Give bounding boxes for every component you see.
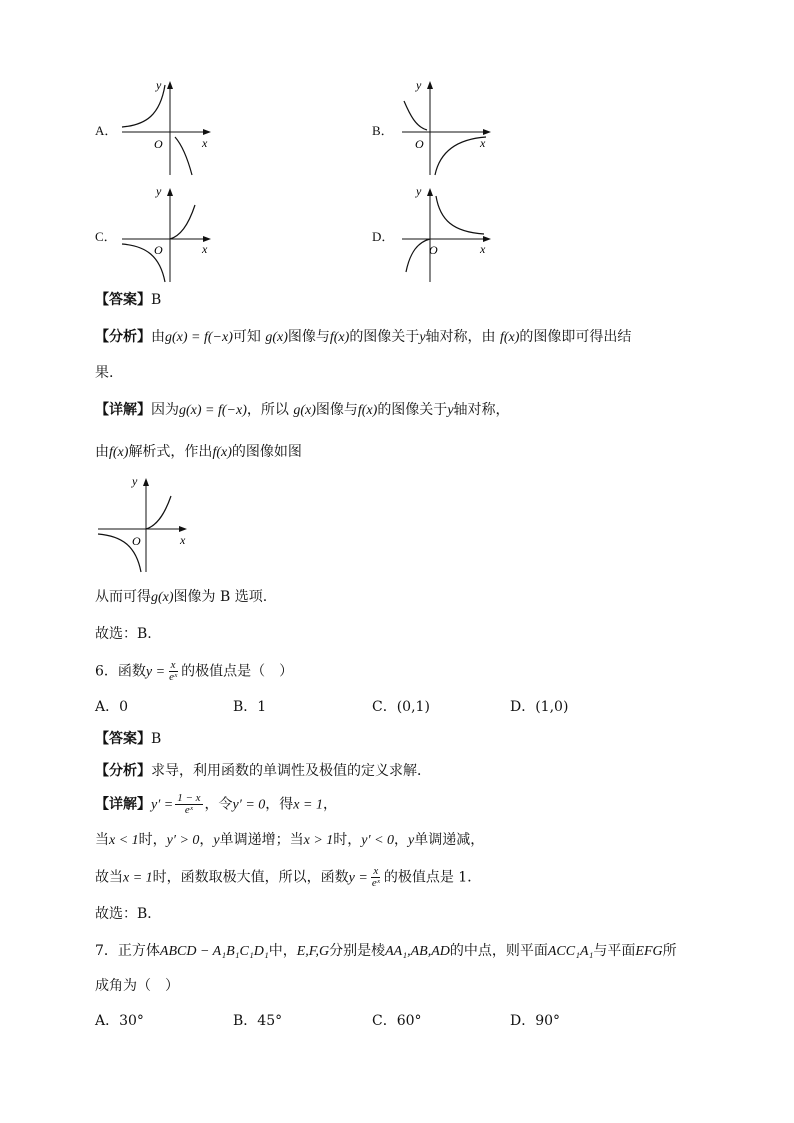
- formula: AA₁,AB,AD: [385, 944, 450, 959]
- text: ，: [394, 832, 409, 848]
- analysis-tag: 【分析】: [95, 763, 151, 779]
- curve-right: [146, 496, 171, 529]
- q6-choose: 故选：B．: [95, 906, 162, 922]
- numerator: 1 − x: [177, 792, 201, 804]
- option-d-graph: [398, 180, 498, 285]
- text: 的中点，则平面: [449, 943, 548, 959]
- text: 当: [95, 832, 109, 848]
- x-axis-arrow: [179, 526, 187, 532]
- text: 轴对称，由: [425, 329, 496, 345]
- q7-stem: [95, 941, 677, 962]
- answer-value: B: [151, 292, 162, 308]
- x-axis-label: x: [480, 136, 486, 150]
- formula: x = 1: [293, 797, 323, 813]
- formula: x < 1: [109, 833, 139, 848]
- text: 由: [95, 444, 109, 460]
- denominator: eˣ: [371, 877, 380, 889]
- curve-left: [406, 239, 430, 272]
- q7-option-a: A．30°: [95, 1013, 144, 1029]
- text: 单调递增；当: [219, 832, 304, 848]
- formula: y′ =: [151, 797, 174, 813]
- y-axis-arrow: [427, 188, 433, 196]
- text: 时，函数取极大值，所以，函数: [152, 869, 349, 886]
- q6-option-b: B．1: [233, 699, 267, 715]
- formula: y′ < 0: [361, 833, 395, 848]
- text: 从而可得: [95, 589, 151, 605]
- formula: y: [408, 833, 415, 848]
- curve-right: [175, 137, 192, 175]
- q5-choose: 故选：B.: [95, 626, 152, 642]
- formula: y =: [145, 664, 166, 680]
- formula: ACC₁A₁: [547, 944, 594, 959]
- origin-label: O: [415, 137, 424, 151]
- formula: f(x): [357, 403, 378, 418]
- text: 因为: [151, 402, 179, 418]
- text: 所: [662, 943, 677, 959]
- q6-conclusion: [95, 866, 481, 889]
- x-axis-label: x: [202, 242, 208, 256]
- curve-right: [170, 205, 195, 239]
- text: 单调递减，: [414, 832, 485, 848]
- q6-answer: [95, 729, 161, 749]
- text: 轴对称，: [453, 402, 510, 418]
- x-axis-label: x: [180, 533, 186, 547]
- formula: y: [213, 833, 220, 848]
- q6-stem: [95, 660, 293, 683]
- y-axis-label: y: [156, 78, 162, 92]
- text: ，令: [204, 796, 233, 813]
- y-axis-label: y: [156, 184, 162, 198]
- y-axis-arrow: [167, 81, 173, 89]
- y-axis-label: y: [132, 474, 138, 488]
- option-c-graph: [118, 180, 218, 285]
- formula: g(x): [293, 403, 316, 418]
- y-axis-arrow: [143, 478, 149, 486]
- text: 7．正方体: [95, 943, 160, 959]
- text: 时，: [138, 832, 167, 848]
- fraction: [175, 793, 202, 816]
- text: 的极值点是 1．: [383, 869, 482, 886]
- text: 的图像关于: [349, 329, 420, 345]
- x-axis-label: x: [480, 242, 486, 256]
- text: 解析式，作出: [128, 444, 213, 460]
- fraction: [167, 660, 179, 683]
- q5-conclusion: [95, 587, 267, 608]
- formula: ABCD − A₁B₁C₁D₁: [159, 944, 269, 959]
- formula: f(x): [212, 445, 232, 460]
- curve-right: [435, 137, 486, 175]
- formula: f(x): [109, 445, 129, 460]
- q6-option-d: D．(1,0): [510, 699, 569, 715]
- text: 由: [151, 329, 165, 345]
- q7-option-b: B．45°: [233, 1013, 283, 1029]
- formula: E,F,G: [296, 944, 330, 959]
- q6-option-a: A．0: [95, 699, 129, 715]
- q6-analysis: [95, 761, 431, 781]
- option-a-graph: [118, 75, 218, 180]
- y-axis-label: y: [416, 78, 422, 92]
- answer-tag: 【答案】: [95, 292, 151, 308]
- formula: g(x): [265, 330, 288, 345]
- x-axis-label: x: [202, 136, 208, 150]
- option-a-label: A．: [95, 123, 118, 138]
- text: 分别是棱: [329, 943, 386, 959]
- origin-label: O: [132, 534, 141, 548]
- fraction: [370, 866, 382, 889]
- formula: EFG: [635, 944, 663, 959]
- formula: y′ > 0: [166, 833, 200, 848]
- formula: g(x): [151, 590, 174, 605]
- text: 可知: [232, 329, 261, 345]
- text: 的图像关于: [377, 402, 448, 418]
- detail-tag: 【详解】: [95, 796, 151, 813]
- answer-value: B: [151, 731, 162, 747]
- formula: y′ = 0: [232, 797, 266, 813]
- q5-analysis: [95, 327, 631, 348]
- text: 图像与: [315, 402, 358, 418]
- numerator: x: [373, 865, 379, 877]
- text: ，: [199, 832, 214, 848]
- numerator: x: [170, 659, 176, 671]
- q7-option-c: C．60°: [372, 1013, 422, 1029]
- text: 的图像如图: [231, 444, 302, 460]
- y-axis-arrow: [427, 81, 433, 89]
- text: 故当: [95, 869, 123, 886]
- text: 时，: [333, 832, 362, 848]
- q6-monotonicity: [95, 830, 484, 851]
- text: 中，: [268, 943, 297, 959]
- text: 图像与: [287, 329, 330, 345]
- text: 与平面: [593, 943, 636, 959]
- text: 6．函数: [95, 663, 146, 680]
- solution-graph: [94, 472, 194, 577]
- denominator: eˣ: [169, 671, 178, 683]
- curve-left: [404, 101, 427, 130]
- formula: y =: [348, 870, 368, 886]
- denominator: eˣ: [184, 804, 193, 816]
- q6-option-c: C．(0,1): [372, 699, 430, 715]
- x-axis-arrow: [483, 129, 491, 135]
- formula: g(x) = f(−x): [165, 330, 233, 345]
- origin-label: O: [154, 243, 163, 257]
- q5-detail: [95, 400, 510, 421]
- text: ，得: [265, 796, 294, 813]
- formula: f(x): [329, 330, 350, 345]
- option-b-label: B．: [372, 123, 394, 138]
- text: 求导，利用函数的单调性及极值的定义求解．: [151, 763, 431, 779]
- x-axis-arrow: [203, 129, 211, 135]
- formula: f(x): [499, 330, 520, 345]
- formula: y: [419, 330, 426, 345]
- text: ，: [322, 796, 337, 813]
- formula: y: [447, 403, 454, 418]
- option-b-graph: [398, 75, 498, 180]
- formula: x = 1: [123, 870, 153, 886]
- y-axis-label: y: [416, 184, 422, 198]
- formula: g(x) = f(−x): [179, 403, 247, 418]
- q5-answer: [95, 290, 161, 310]
- q7-stem-line2: 成角为（ ）: [95, 978, 179, 994]
- origin-label: O: [154, 137, 163, 151]
- q7-option-d: D．90°: [510, 1013, 561, 1029]
- text: 图像为 B 选项.: [173, 589, 268, 605]
- formula: x > 1: [303, 833, 334, 848]
- text: ，所以: [246, 402, 289, 418]
- text: 的图像即可得出结: [519, 329, 632, 345]
- detail-tag: 【详解】: [95, 402, 151, 418]
- y-axis-arrow: [167, 188, 173, 196]
- answer-tag: 【答案】: [95, 731, 151, 747]
- origin-label: O: [429, 243, 438, 257]
- q6-detail: [95, 793, 337, 816]
- q5-analysis-line2: 果.: [95, 365, 114, 381]
- option-d-label: D．: [372, 229, 395, 244]
- analysis-tag: 【分析】: [95, 329, 151, 345]
- option-c-label: C．: [95, 229, 117, 244]
- curve-right: [436, 196, 484, 234]
- q5-detail-line2: [95, 442, 302, 463]
- text: 的极值点是（ ）: [181, 663, 294, 680]
